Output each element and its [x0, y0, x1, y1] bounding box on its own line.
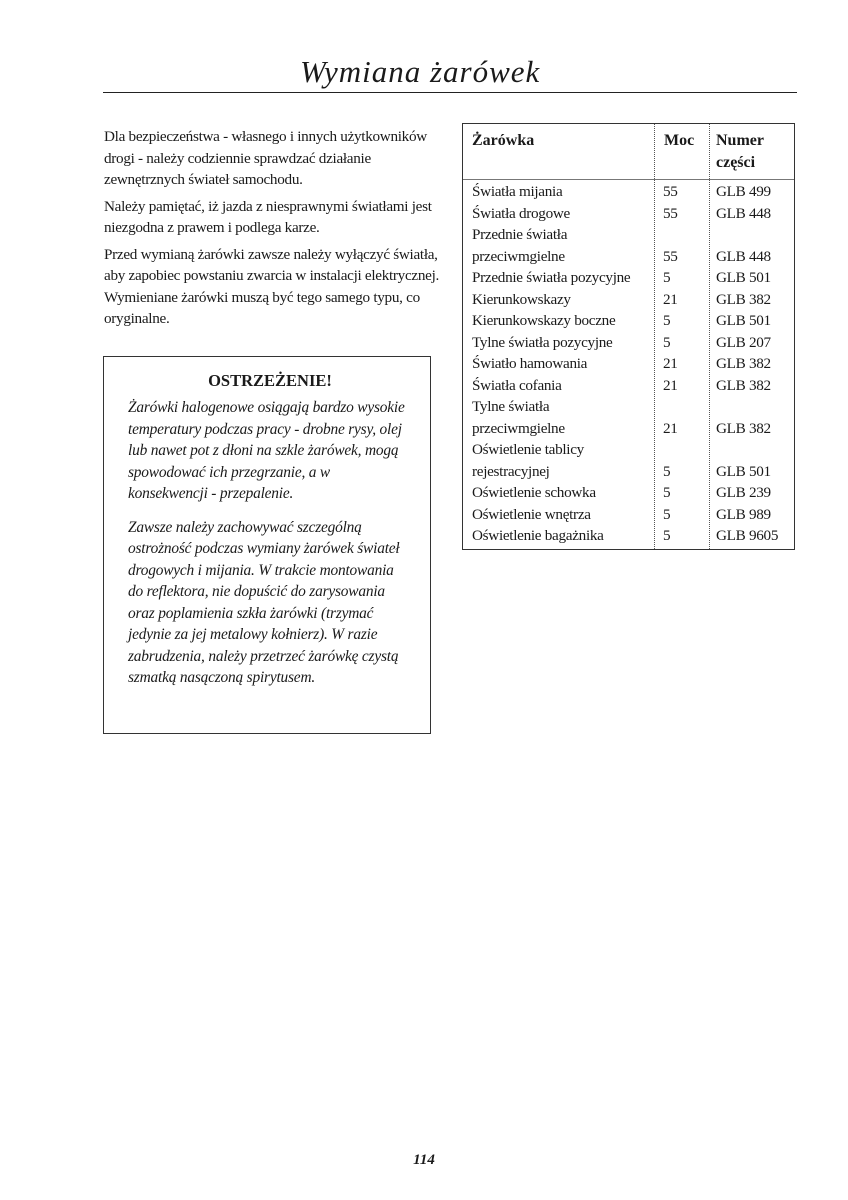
- bulb-name-cell: Tylne światła: [472, 398, 550, 415]
- header-power: Moc: [664, 132, 695, 149]
- power-cell: 5: [663, 527, 671, 544]
- power-cell: 21: [663, 419, 678, 437]
- table-row: [463, 203, 794, 225]
- table-row: [463, 310, 794, 332]
- header-part-line: części: [716, 154, 756, 171]
- part-number-cell: GLB 989: [716, 505, 771, 523]
- table-row: [463, 375, 794, 397]
- title-divider: [103, 92, 797, 93]
- bulb-name-cell: Światła mijania: [472, 183, 563, 200]
- bulb-name-cell: Kierunkowskazy boczne: [472, 312, 616, 329]
- part-number-cell: GLB 501: [716, 312, 771, 329]
- part-number-cell: GLB 501: [716, 462, 771, 480]
- intro-paragraph: Dla bezpieczeństwa - własnego i innych użytkowników drogi - należy codziennie sprawdzać działanie zewnętrznych świateł samochodu.: [104, 128, 427, 188]
- intro-paragraph: Przed wymianą żarówki zawsze należy wyłączyć światła, aby zapobiec powstaniu zwarcia w instalacji elektrycznej. Wymieniane żarówki muszą być tego samego typu, co oryginalne.: [104, 245, 440, 327]
- power-cell: 21: [663, 376, 678, 394]
- part-number-cell: GLB 382: [716, 290, 771, 308]
- warning-paragraph: Żarówki halogenowe osiągają bardzo wysokie temperatury podczas pracy - drobne rysy, olej lub nawet pot z dłoni na szkle żarówek, mogą spowodować ich przegrzanie, a w konsekwencji - przepalenie.: [128, 399, 405, 502]
- warning-box: [103, 356, 431, 734]
- part-number-cell: GLB 382: [716, 355, 771, 372]
- table-row: [463, 353, 794, 375]
- power-cell: 55: [663, 204, 678, 222]
- table-row: [463, 224, 794, 246]
- bulb-name-cell: Oświetlenie schowka: [472, 484, 596, 501]
- bulb-name-cell: Oświetlenie wnętrza: [472, 505, 591, 523]
- bulb-name-cell: Kierunkowskazy: [472, 290, 571, 308]
- table-row: [463, 246, 794, 268]
- power-cell: 21: [663, 355, 678, 372]
- table-row: [463, 332, 794, 354]
- bulb-table: [462, 123, 795, 550]
- bulb-name-cell: Światło hamowania: [472, 355, 588, 372]
- power-cell: 5: [663, 505, 671, 523]
- part-number-cell: GLB 448: [716, 247, 771, 265]
- table-row: [463, 439, 794, 461]
- table-row: [463, 504, 794, 526]
- part-number-cell: GLB 382: [716, 376, 771, 394]
- table-row: [463, 396, 794, 418]
- table-row: [463, 418, 794, 440]
- part-number-cell: GLB 501: [716, 269, 771, 286]
- bulb-name-cell: Oświetlenie tablicy: [472, 441, 584, 458]
- header-bulb: Żarówka: [472, 132, 535, 149]
- page-number: 114: [413, 1152, 435, 1168]
- intro-paragraph: Należy pamiętać, iż jazda z niesprawnymi światłami jest niezgodna z prawem i podlega karze.: [104, 197, 432, 236]
- part-number-cell: GLB 448: [716, 204, 771, 222]
- intro-text: [104, 126, 444, 335]
- header-divider: [463, 179, 794, 180]
- power-cell: 5: [663, 462, 671, 480]
- bulb-name-cell: Światła drogowe: [472, 204, 570, 222]
- table-row: [463, 267, 794, 289]
- part-number-cell: GLB 382: [716, 419, 771, 437]
- power-cell: 5: [663, 333, 671, 351]
- table-row: [463, 181, 794, 203]
- power-cell: 5: [663, 312, 671, 329]
- power-cell: 21: [663, 290, 678, 308]
- bulb-name-cell: Tylne światła pozycyjne: [472, 333, 613, 351]
- part-number-cell: GLB 239: [716, 484, 771, 501]
- bulb-name-cell: rejestracyjnej: [472, 462, 550, 480]
- power-cell: 5: [663, 269, 671, 286]
- bulb-name-cell: Światła cofania: [472, 376, 562, 394]
- warning-heading: OSTRZEŻENIE!: [208, 371, 332, 390]
- table-body: [463, 181, 794, 547]
- table-row: [463, 461, 794, 483]
- power-cell: 55: [663, 183, 678, 200]
- bulb-name-cell: przeciwmgielne: [472, 247, 565, 265]
- page-title: Wymiana żarówek: [300, 54, 541, 89]
- power-cell: 5: [663, 484, 671, 501]
- table-row: [463, 482, 794, 504]
- part-number-cell: GLB 9605: [716, 527, 779, 544]
- bulb-name-cell: Przednie światła pozycyjne: [472, 269, 631, 286]
- bulb-name-cell: Oświetlenie bagażnika: [472, 527, 604, 544]
- part-number-cell: GLB 499: [716, 183, 771, 200]
- header-part-line: Numer: [716, 132, 764, 149]
- bulb-name-cell: Przednie światła: [472, 226, 568, 243]
- header-part-number: [716, 130, 764, 174]
- part-number-cell: GLB 207: [716, 333, 771, 351]
- warning-paragraph: Zawsze należy zachowywać szczególną ostrożność podczas wymiany żarówek świateł drogowych i mijania. W trakcie montowania do reflektora, nie dopuścić do zarysowania oraz poplamienia szkła żarówki (trzymać jedynie za jej metalowy kołnierz). W razie zabrudzenia, należy przetrzeć żarówkę czystą szmatką nasączoną spirytusem.: [128, 518, 400, 686]
- power-cell: 55: [663, 247, 678, 265]
- table-row: [463, 525, 794, 547]
- table-row: [463, 289, 794, 311]
- bulb-name-cell: przeciwmgielne: [472, 419, 565, 437]
